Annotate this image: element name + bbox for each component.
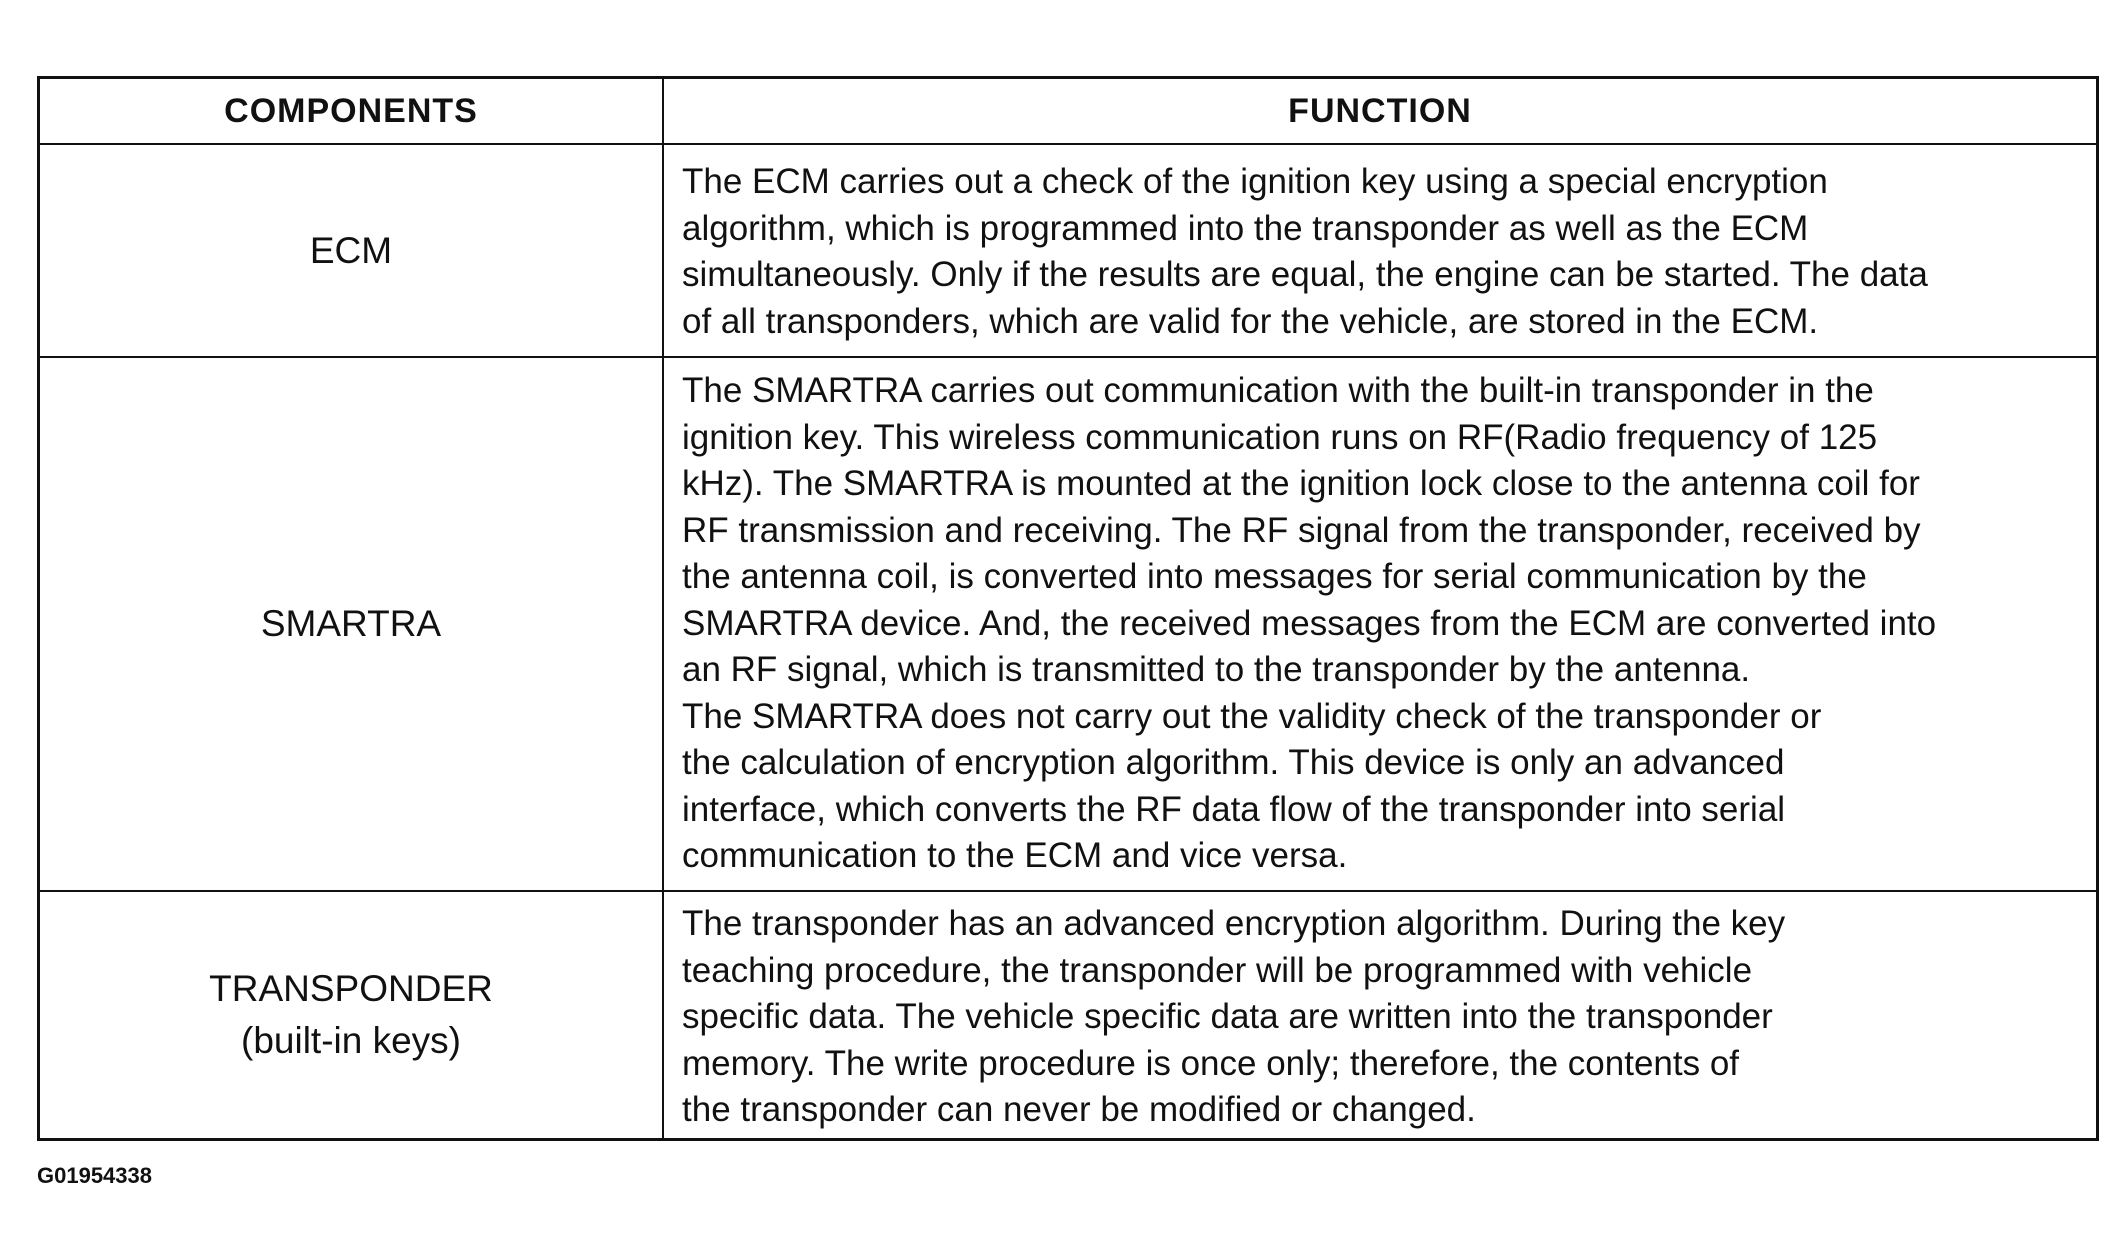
component-subtitle: (built-in keys) (241, 1020, 461, 1061)
figure-code: G01954338 (37, 1163, 152, 1188)
row-smartra-component (40, 358, 662, 890)
row-ecm-function: The ECM carries out a check of the ignition key using a special encryption algorithm, which is programmed into the transponder as well as the ECM simultaneously. Only if the results are equal, the engine can be started. The data of all transponders, which are valid for the vehicle, are stored in the ECM. (682, 162, 1928, 341)
column-divider (662, 79, 664, 1138)
header-components: COMPONENTS (224, 91, 478, 130)
component-name: ECM (309, 229, 393, 271)
component-name: TRANSPONDER (209, 968, 493, 1009)
row-transponder-function: The transponder has an advanced encryption algorithm. During the key teaching procedure, the transponder will be programmed with vehicle specific data. The vehicle specific data are written into the transponder memory. The write procedure is once only; therefore, the contents of the transponder can never be modified or changed. (682, 904, 1786, 1129)
row-smartra-function: The SMARTRA carries out communication with the built-in transponder in the ignition key. This wireless communication runs on RF(Radio frequency of 125 kHz). The SMARTRA is mounted at the ignition lock close to the antenna coil for RF transmission and receiving. The RF signal from the transponder, received by the antenna coil, is converted into messages for serial communication by the SMARTRA device. And, the received messages from the ECM are converted into an RF signal, which is transmitted to the transponder by the antenna. The SMARTRA does not carry out the validity check of the transponder or the calculation of encryption algorithm. This device is only an advanced interface, which converts the RF data flow of the transponder into serial communication to the ECM and vice versa. (682, 371, 1937, 875)
row-transponder-component (40, 892, 662, 1138)
row-ecm-component (40, 145, 662, 356)
components-function-table (37, 76, 2099, 1141)
header-function: FUNCTION (1288, 91, 1472, 130)
component-name: SMARTRA (260, 603, 442, 644)
